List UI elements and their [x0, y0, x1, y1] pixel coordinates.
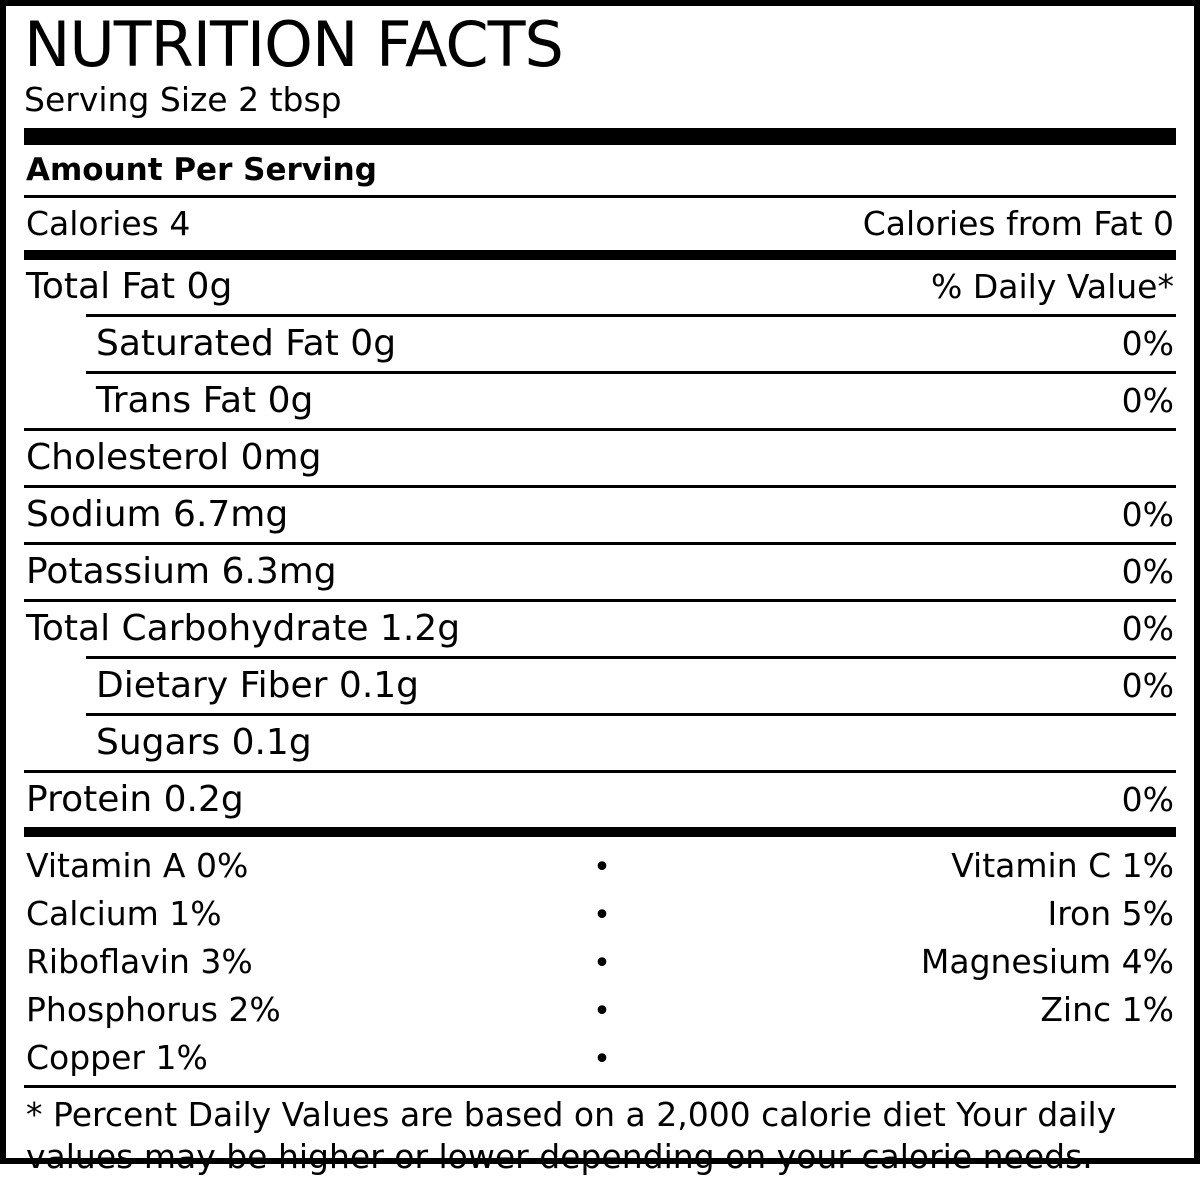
nutrient-name: Cholesterol 0mg [26, 437, 322, 478]
vitamin-row [24, 987, 1176, 1035]
vitamin-row [24, 843, 1176, 891]
nutrient-name: Total Carbohydrate 1.2g [26, 608, 461, 649]
nutrient-name: Total Fat 0g [26, 266, 233, 307]
vitamin-left: Vitamin A 0% [26, 846, 249, 885]
vitamin-left: Copper 1% [26, 1038, 208, 1077]
nutrient-name: Sodium 6.7mg [26, 494, 289, 535]
daily-value-header: % Daily Value* [931, 267, 1174, 306]
nutrient-name: Trans Fat 0g [96, 380, 314, 421]
vitamin-right: Zinc 1% [1040, 990, 1174, 1029]
bullet-icon: • [593, 1042, 611, 1077]
nutrient-dv: 0% [1121, 381, 1174, 420]
divider-thick-top [24, 128, 1176, 145]
vitamin-right: Vitamin C 1% [951, 846, 1174, 885]
nutrient-dv: 0% [1121, 324, 1174, 363]
nutrient-dv: 0% [1121, 780, 1174, 819]
nutrient-row-dietary-fiber [24, 659, 1176, 713]
serving-size: Serving Size 2 tbsp [24, 80, 342, 119]
nutrient-name: Sugars 0.1g [96, 722, 312, 763]
calories-from-fat: Calories from Fat 0 [862, 204, 1174, 243]
nutrient-row-trans-fat [24, 374, 1176, 428]
calories-row [24, 198, 1176, 250]
vitamins-section [24, 837, 1176, 1085]
bullet-icon: • [593, 994, 611, 1029]
nutrient-name: Potassium 6.3mg [26, 551, 337, 592]
divider-above-nutrients [24, 250, 1176, 260]
vitamin-left: Calcium 1% [26, 894, 222, 933]
nutrient-row-potassium [24, 545, 1176, 599]
label-title: NUTRITION FACTS [24, 8, 563, 81]
nutrient-dv: 0% [1121, 495, 1174, 534]
bullet-icon: • [593, 850, 611, 885]
vitamin-row [24, 1035, 1176, 1083]
vitamin-left: Phosphorus 2% [26, 990, 281, 1029]
amount-per-serving: Amount Per Serving [26, 152, 377, 188]
nutrient-name: Protein 0.2g [26, 779, 244, 820]
nutrient-row-sugars [24, 716, 1176, 770]
nutrient-dv: 0% [1121, 609, 1174, 648]
nutrient-dv: 0% [1121, 666, 1174, 705]
vitamin-right: Magnesium 4% [920, 942, 1174, 981]
divider-above-vitamins [24, 827, 1176, 837]
nutrient-name: Saturated Fat 0g [96, 323, 397, 364]
bullet-icon: • [593, 898, 611, 933]
vitamin-row [24, 939, 1176, 987]
footnote: * Percent Daily Values are based on a 2,000 calorie diet Your daily values may be higher or lower depending on your calorie needs. [26, 1095, 1117, 1176]
nutrient-dv: 0% [1121, 552, 1174, 591]
calories-label: Calories 4 [26, 204, 191, 243]
nutrient-row-saturated-fat [24, 317, 1176, 371]
bullet-icon: • [593, 946, 611, 981]
nutrient-row-total-fat [24, 260, 1176, 314]
nutrient-row-sodium [24, 488, 1176, 542]
vitamin-right: Iron 5% [1047, 894, 1174, 933]
nutrient-row-protein [24, 773, 1176, 827]
nutrient-row-total-carbohydrate [24, 602, 1176, 656]
nutrient-name: Dietary Fiber 0.1g [96, 665, 420, 706]
vitamin-row [24, 891, 1176, 939]
nutrient-row-cholesterol [24, 431, 1176, 485]
vitamin-left: Riboflavin 3% [26, 942, 253, 981]
